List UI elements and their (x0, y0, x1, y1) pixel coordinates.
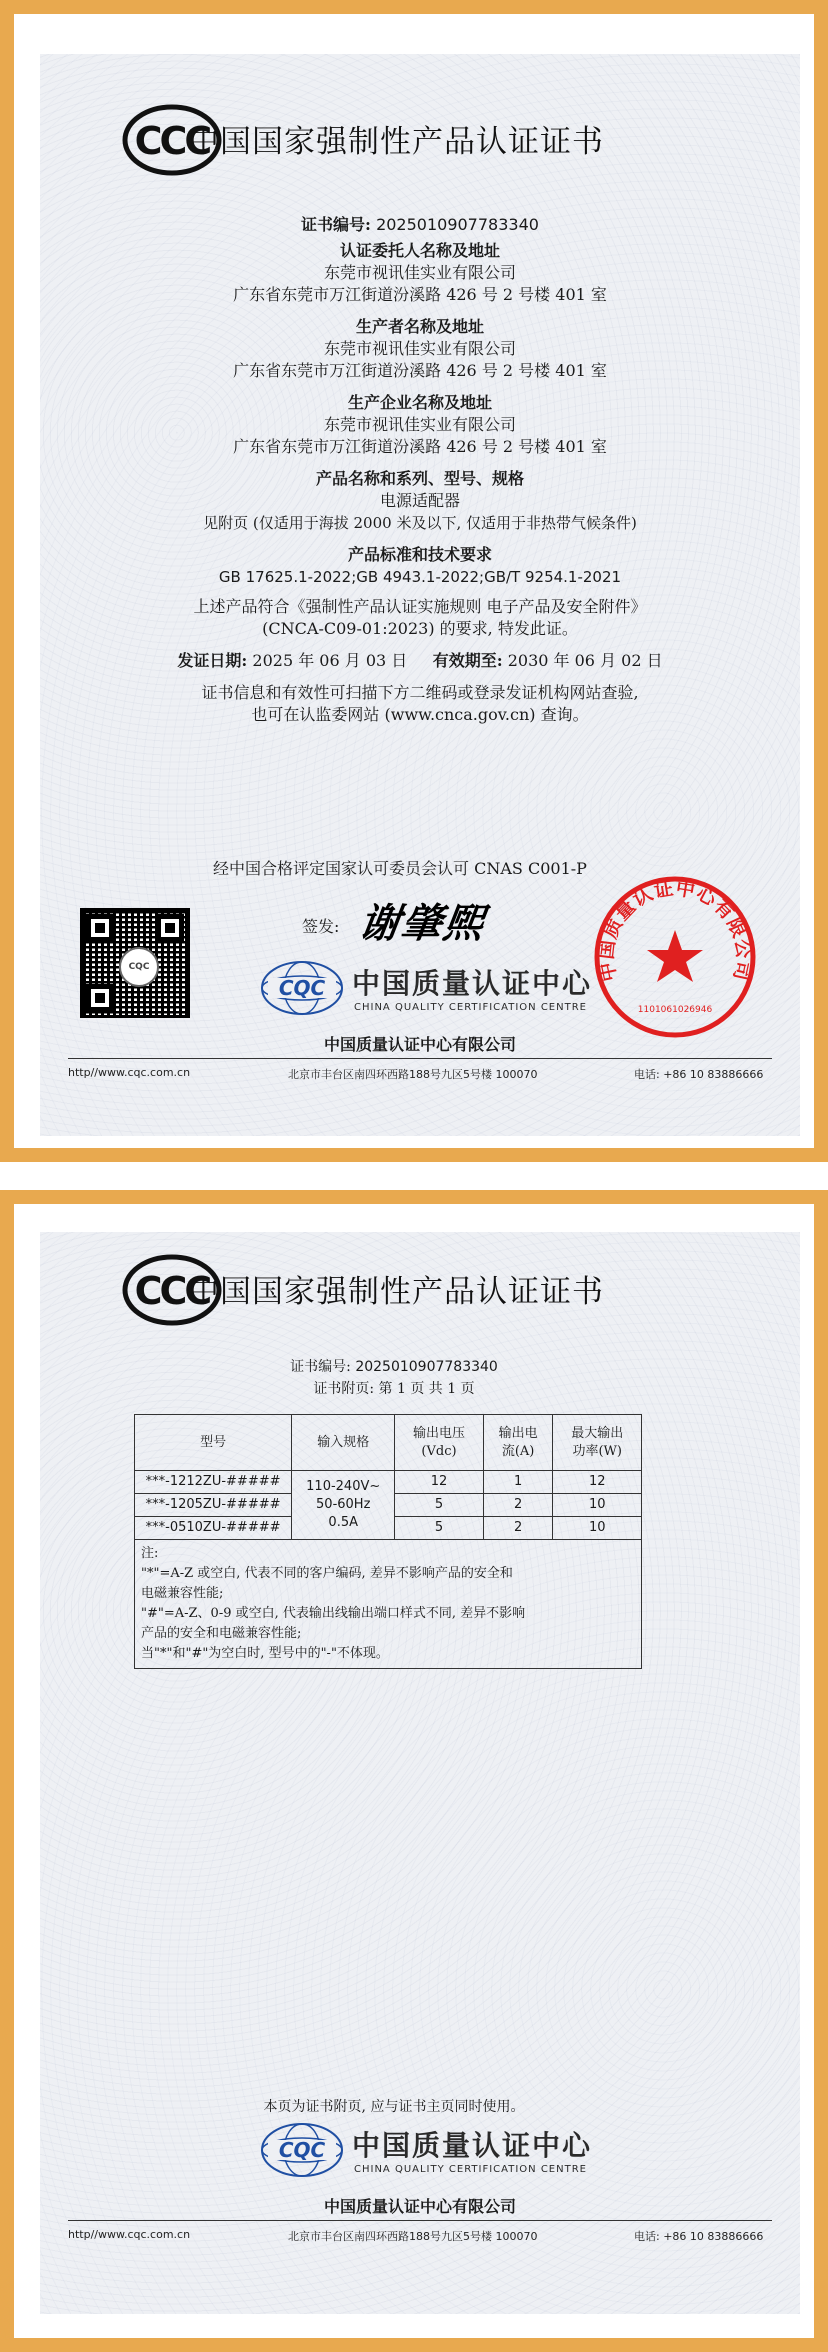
power-cell: 12 (553, 1471, 642, 1494)
svg-text:中国质量认证中心有限公司: 中国质量认证中心有限公司 (595, 877, 755, 984)
certificate-title: 中国国家强制性产品认证证书 (188, 124, 604, 160)
certificate-paper (40, 54, 800, 1136)
manufacturer-heading: 生产者名称及地址 (355, 317, 484, 336)
header-input: 输入规格 (292, 1415, 395, 1471)
voltage-cell: 5 (395, 1517, 483, 1540)
certificate-page-2 (0, 1190, 828, 2352)
cert-number-line: 证书编号: 2025010907783340 (301, 215, 539, 234)
issuer-company: 中国质量认证中心有限公司 (323, 2197, 516, 2216)
verify-line-2: 也可在认监委网站 (www.cnca.gov.cn) 查询。 (251, 705, 589, 724)
footer-url[interactable]: http//www.cqc.com.cn (68, 2228, 191, 2241)
official-seal-stamp (590, 872, 760, 1042)
manufacturer-name: 东莞市视讯佳实业有限公司 (323, 339, 516, 358)
footer-address: 北京市丰台区南四环西路188号九区5号楼 100070 (288, 2230, 538, 2243)
header-power: 最大输出 功率(W) (553, 1415, 642, 1471)
power-cell: 10 (553, 1517, 642, 1540)
input-spec-cell: 110-240V~ 50-60Hz 0.5A (292, 1471, 395, 1540)
manufacturer-address: 广东省东莞市万江街道汾溪路 426 号 2 号楼 401 室 (233, 361, 607, 380)
signature: 谢肇煕 (356, 900, 489, 947)
footer-phone: 电话: +86 10 83886666 (634, 1068, 764, 1081)
current-cell: 1 (483, 1471, 553, 1494)
header-model: 型号 (135, 1415, 292, 1471)
factory-address: 广东省东莞市万江街道汾溪路 426 号 2 号楼 401 室 (233, 437, 607, 456)
cqc-name-cn: 中国质量认证中心 (352, 2129, 593, 2162)
qr-center-logo: CQC (119, 947, 159, 987)
footer-rule (68, 1058, 772, 1059)
certificate-paper (40, 1232, 800, 2314)
factory-heading: 生产企业名称及地址 (347, 393, 492, 412)
svg-text:1101061026946: 1101061026946 (637, 1005, 713, 1015)
footer-url[interactable]: http//www.cqc.com.cn (68, 1066, 191, 1079)
product-heading: 产品名称和系列、型号、规格 (315, 469, 524, 488)
issue-date: 2025 年 06 月 03 日 (252, 651, 408, 670)
verification-qr-code[interactable] (80, 908, 190, 1018)
cert-number-line: 证书编号: 2025010907783340 (290, 1359, 498, 1375)
current-cell: 2 (483, 1494, 553, 1517)
accreditation-line: 经中国合格评定国家认可委员会认可 CNAS C001-P (213, 859, 587, 878)
standards: GB 17625.1-2022;GB 4943.1-2022;GB/T 9254.1-2021 (218, 568, 622, 586)
annex-note: 本页为证书附页, 应与证书主页同时使用。 (263, 2099, 525, 2115)
qr-finder (86, 984, 114, 1012)
table-header-row (135, 1415, 642, 1471)
standard-heading: 产品标准和技术要求 (347, 545, 492, 564)
conformity-line-2: (CNCA-C09-01:2023) 的要求, 特发此证。 (262, 619, 578, 638)
product-name: 电源适配器 (379, 491, 460, 510)
cqc-name-en: CHINA QUALITY CERTIFICATION CENTRE (354, 2164, 587, 2175)
footer-phone: 电话: +86 10 83886666 (634, 2230, 764, 2243)
model-cell: ***-1212ZU-##### (135, 1471, 292, 1494)
factory-name: 东莞市视讯佳实业有限公司 (323, 415, 516, 434)
valid-date: 2030 年 06 月 02 日 (507, 651, 663, 670)
table-row (135, 1471, 642, 1494)
conformity-line-1: 上述产品符合《强制性产品认证实施规则 电子产品及安全附件》 (193, 597, 647, 616)
footer-rule (68, 2220, 772, 2221)
applicant-address: 广东省东莞市万江街道汾溪路 426 号 2 号楼 401 室 (233, 285, 607, 304)
model-spec-table (134, 1414, 642, 1669)
qr-finder (156, 914, 184, 942)
cqc-name-cn: 中国质量认证中心 (352, 967, 593, 1000)
model-cell: ***-0510ZU-##### (135, 1517, 292, 1540)
applicant-heading: 认证委托人名称及地址 (339, 241, 500, 260)
model-cell: ***-1205ZU-##### (135, 1494, 292, 1517)
header-voltage: 输出电压 (Vdc) (395, 1415, 483, 1471)
svg-text:CCC: CCC (134, 119, 210, 163)
qr-finder (86, 914, 114, 942)
svg-text:CQC: CQC (278, 976, 326, 1000)
signatory-label: 签发: (302, 917, 340, 936)
annex-page-label: 证书附页: 第 1 页 共 1 页 (313, 1381, 475, 1397)
table-notes: 注: "*"=A-Z 或空白, 代表不同的客户编码, 差异不影响产品的安全和 电磁兼容性能; "#"=A-Z、0-9 或空白, 代表输出线输出端口样式不同, 差异不影响 产品的安全和电磁兼容性能; 当"*"和"#"为空白时, 型号中的"-"不体现。 (135, 1540, 642, 1669)
issuer-company: 中国质量认证中心有限公司 (323, 1035, 516, 1054)
header-current: 输出电 流(A) (483, 1415, 553, 1471)
product-scope: 见附页 (仅适用于海拔 2000 米及以下, 仅适用于非热带气候条件) (203, 514, 637, 532)
certificate-title: 中国国家强制性产品认证证书 (188, 1274, 604, 1310)
svg-text:CCC: CCC (134, 1269, 210, 1313)
power-cell: 10 (553, 1494, 642, 1517)
cqc-logo-icon (260, 2122, 344, 2178)
certificate-page-1 (0, 0, 828, 1162)
voltage-cell: 5 (395, 1494, 483, 1517)
cqc-name-en: CHINA QUALITY CERTIFICATION CENTRE (354, 1002, 587, 1013)
cqc-logo-icon (260, 960, 344, 1016)
verify-line-1: 证书信息和有效性可扫描下方二维码或登录发证机构网站查验, (201, 683, 639, 702)
footer-address: 北京市丰台区南四环西路188号九区5号楼 100070 (288, 1068, 538, 1081)
cert-number: 2025010907783340 (376, 215, 539, 234)
svg-text:CQC: CQC (278, 2138, 326, 2162)
table-notes-row (135, 1540, 642, 1669)
current-cell: 2 (483, 1517, 553, 1540)
dates-line: 发证日期: 2025 年 06 月 03 日 有效期至: 2030 年 06 月 02 日 (177, 651, 663, 670)
cert-number: 2025010907783340 (355, 1359, 498, 1375)
applicant-name: 东莞市视讯佳实业有限公司 (323, 263, 516, 282)
voltage-cell: 12 (395, 1471, 483, 1494)
